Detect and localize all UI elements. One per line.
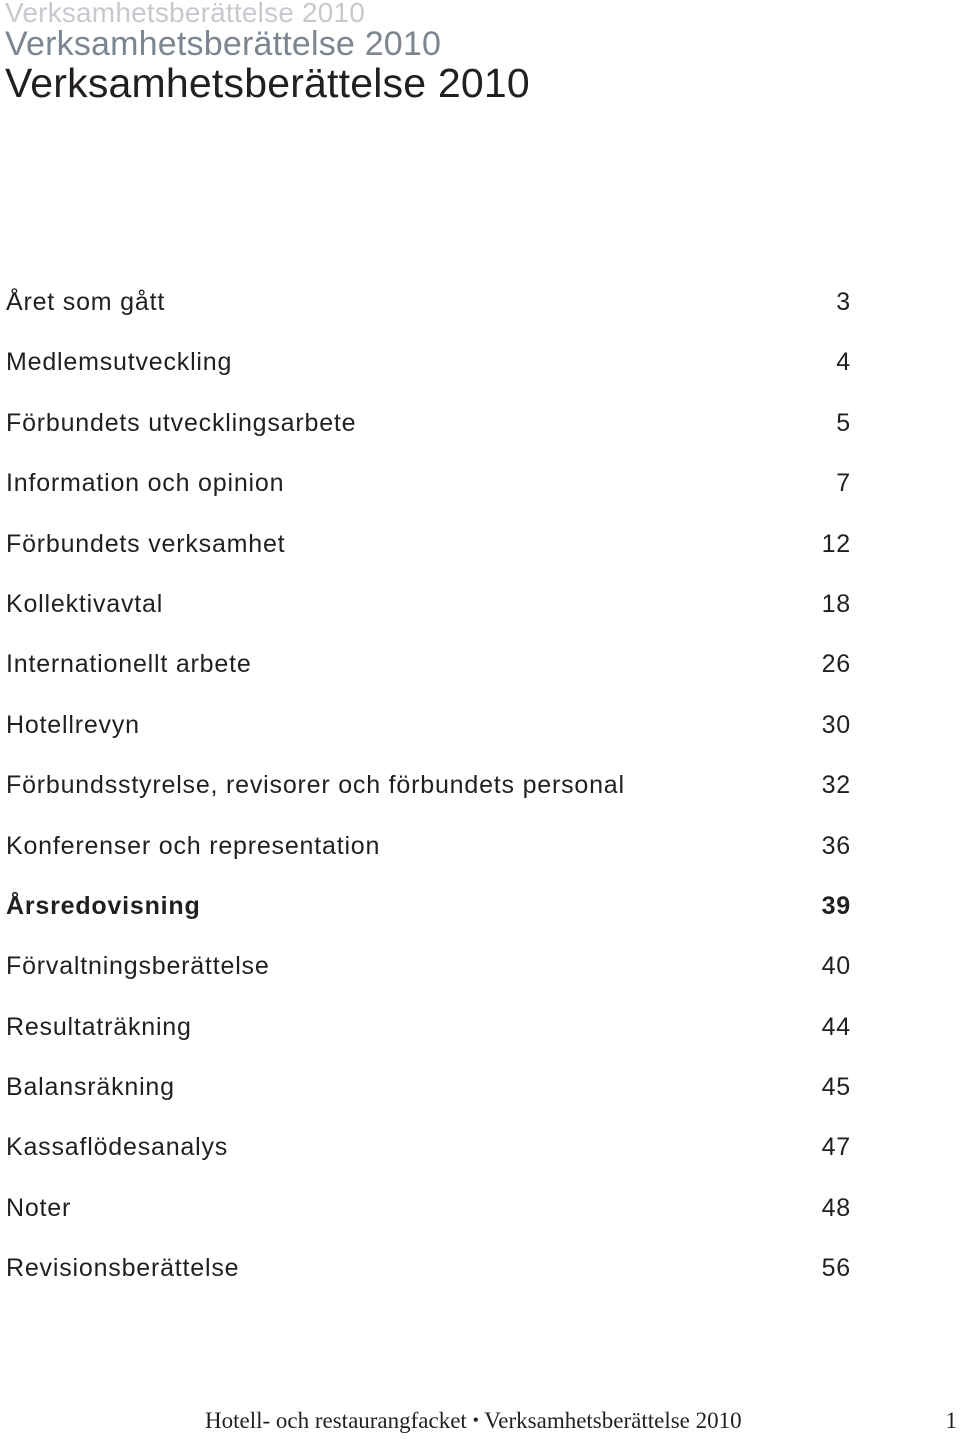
toc-entry-label: Noter [6,1193,72,1222]
toc-entry-label: Balansräkning [6,1073,175,1102]
toc-entry-page-number: 56 [821,1254,851,1283]
toc-entry-label: Kollektivavtal [6,589,164,618]
toc-entry-page-number: 47 [821,1133,851,1162]
toc-entry-page-number: 4 [836,348,851,377]
toc-entry-label: Resultaträkning [6,1012,192,1041]
toc-entry-page-number: 32 [821,771,851,800]
toc-entry[interactable] [6,1057,851,1117]
toc-entry[interactable] [6,816,851,876]
toc-entry-label: Årsredovisning [6,891,201,920]
toc-entry-label: Internationellt arbete [6,650,252,679]
header-title-faded: Verksamhetsberättelse 2010 [5,0,366,28]
toc-entry-page-number: 36 [821,831,851,860]
footer-bullet: • [472,1410,479,1430]
page-title: Verksamhetsberättelse 2010 [5,60,530,106]
toc-entry-page-number: 26 [821,650,851,679]
toc-entry[interactable] [6,332,851,392]
toc-entry-label: Förbundets utvecklingsarbete [6,408,357,437]
toc-entry[interactable] [6,272,851,332]
footer-organization: Hotell- och restaurangfacket [205,1408,467,1433]
toc-entry[interactable] [6,1238,851,1298]
toc-entry[interactable] [6,1178,851,1238]
table-of-contents [6,272,851,1299]
toc-entry[interactable] [6,514,851,574]
toc-entry[interactable] [6,997,851,1057]
toc-entry-label: Hotellrevyn [6,710,140,739]
footer [205,1408,742,1434]
toc-entry[interactable] [6,936,851,996]
footer-document-title: Verksamhetsberättelse 2010 [484,1408,742,1433]
toc-entry[interactable] [6,876,851,936]
toc-entry-label: Förbundsstyrelse, revisorer och förbundets personal [6,771,625,800]
toc-entry[interactable] [6,634,851,694]
toc-entry-page-number: 40 [821,952,851,981]
page-number: 1 [945,1408,957,1433]
toc-entry-label: Information och opinion [6,469,285,498]
toc-entry-page-number: 3 [836,288,851,316]
toc-entry-page-number: 5 [836,408,851,437]
toc-entry-label: Konferenser och representation [6,831,381,860]
toc-entry-page-number: 18 [821,589,851,618]
toc-entry-label: Revisionsberättelse [6,1254,240,1283]
toc-entry[interactable] [6,393,851,453]
toc-entry-page-number: 44 [821,1012,851,1041]
toc-entry-label: Förbundets verksamhet [6,529,286,558]
toc-entry-label: Året som gått [6,288,166,316]
toc-entry-page-number: 30 [821,710,851,739]
toc-entry-page-number: 12 [821,529,851,558]
toc-entry[interactable] [6,695,851,755]
toc-entry-label: Kassaflödesanalys [6,1133,229,1162]
toc-entry-label: Förvaltningsberättelse [6,952,270,981]
toc-entry[interactable] [6,755,851,815]
toc-entry-page-number: 48 [821,1193,851,1222]
toc-entry[interactable] [6,574,851,634]
toc-entry-page-number: 45 [821,1073,851,1102]
toc-entry[interactable] [6,453,851,513]
toc-entry-page-number: 7 [836,469,851,498]
header-title-mid: Verksamhetsberättelse 2010 [5,25,442,63]
toc-entry[interactable] [6,1117,851,1177]
toc-entry-page-number: 39 [821,891,851,920]
toc-entry-label: Medlemsutveckling [6,348,233,377]
